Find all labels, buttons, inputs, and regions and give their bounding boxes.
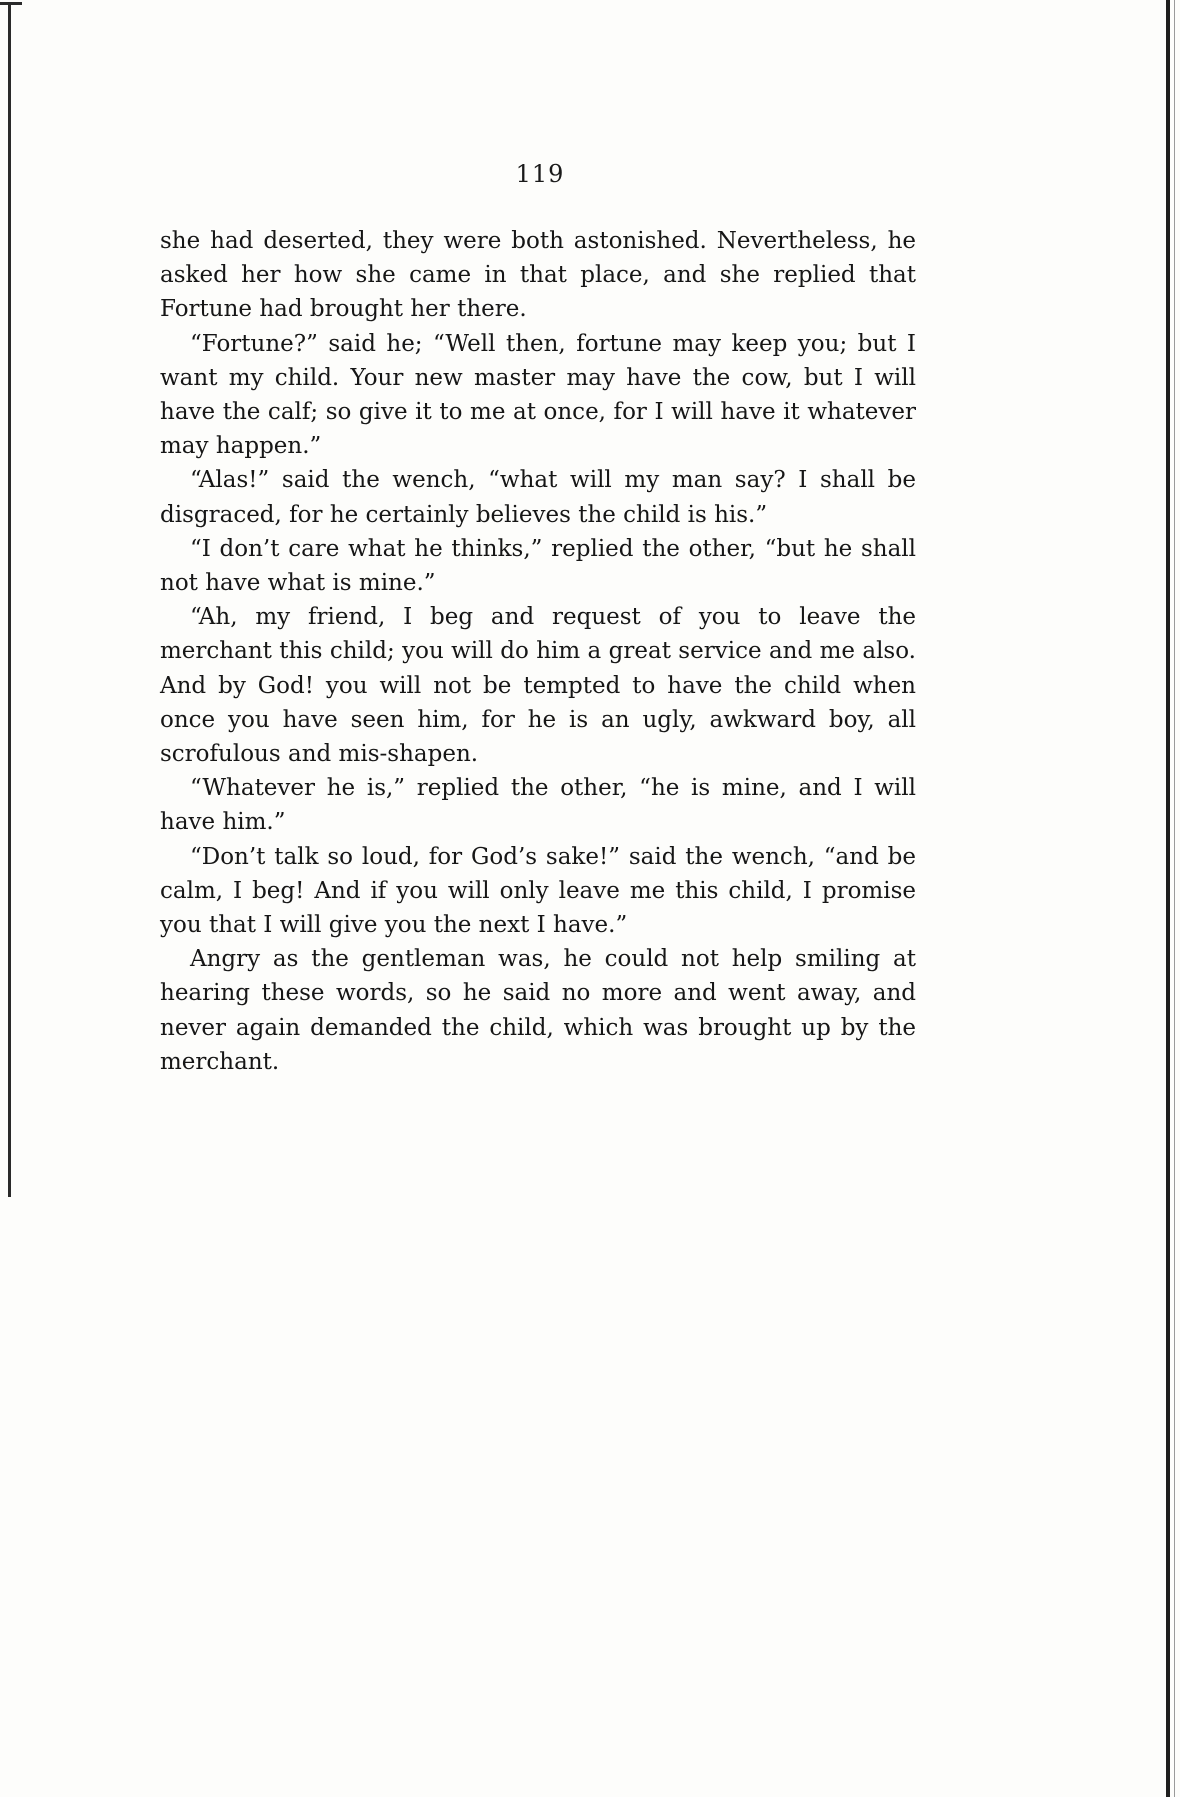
paragraph: “Whatever he is,” replied the other, “he is mine, and I will have him.”	[160, 775, 916, 836]
paragraph: Angry as the gentleman was, he could not help smiling at hearing these words, so he said no more and went away, and never again demanded the child, which was brought up by the merchant.	[160, 946, 916, 1075]
paragraph: “I don’t care what he thinks,” replied the other, “but he shall not have what is mine.”	[160, 535, 916, 597]
right-page-edge	[1174, 0, 1175, 1797]
body-text	[160, 224, 916, 1079]
binding-rule-cap	[0, 2, 22, 5]
paragraph: “Alas!” said the wench, “what will my man say? I shall be disgraced, for he certainly believes the child is his.”	[160, 467, 916, 528]
paragraph: “Fortune?” said he; “Well then, fortune may keep you; but I want my child. Your new master may have the cow, but I will have the calf; so give it to me at once, for I will have it whatever may happen.”	[160, 330, 916, 460]
paragraph: “Ah, my friend, I beg and request of you to leave the merchant this child; you will do him a great service and me also. And by God! you will not be tempted to have the child when once you have seen him, for he is an ugly, awkward boy, all scrofulous and mis-shapen.	[160, 604, 916, 768]
page-number: 119	[515, 160, 565, 188]
paragraph: she had deserted, they were both astonished. Nevertheless, he asked her how she came in that place, and she replied that Fortune had brought her there.	[160, 228, 916, 323]
paragraph: “Don’t talk so loud, for God’s sake!” said the wench, “and be calm, I beg! And if you will only leave me this child, I promise you that I will give you the next I have.”	[160, 843, 916, 939]
right-binding-rule	[1166, 0, 1170, 1797]
